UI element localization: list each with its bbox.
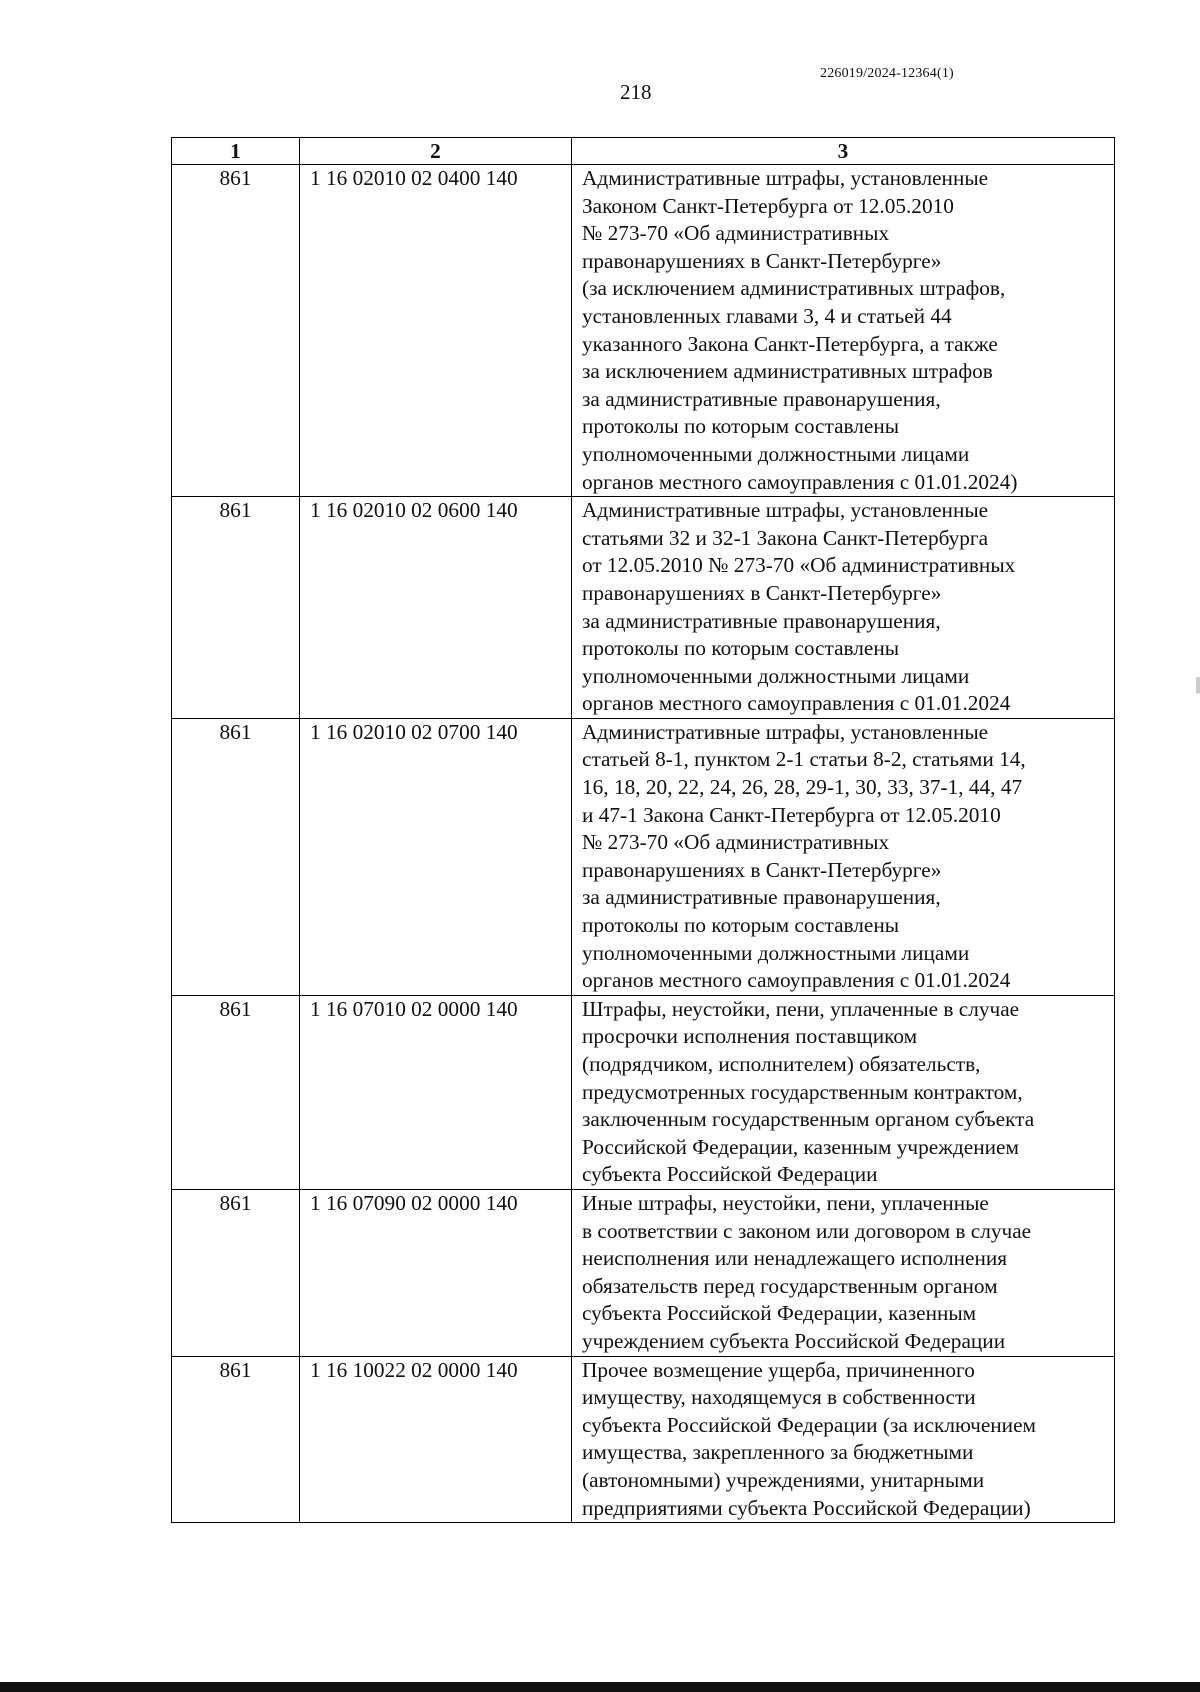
table-header-row — [172, 138, 1115, 165]
table-row — [172, 497, 1115, 719]
budget-classification-code-cell: 1 16 02010 02 0400 140 — [300, 165, 572, 497]
description-line: Административные штрафы, установленные — [582, 166, 989, 190]
administrator-code-cell: 861 — [172, 497, 300, 719]
document-registration-number: 226019/2024-12364(1) — [820, 66, 954, 81]
administrator-code-cell: 861 — [172, 165, 300, 497]
description-line: Российской Федерации, казенным учреждением — [582, 1134, 1019, 1159]
income-description-cell — [572, 1189, 1115, 1356]
description-line: учреждением субъекта Российской Федерации — [582, 1328, 1006, 1353]
administrator-code-cell: 861 — [172, 718, 300, 995]
description-line: Прочее возмещение ущерба, причиненного — [582, 1357, 975, 1382]
budget-classification-code-cell: 1 16 02010 02 0700 140 — [300, 718, 572, 995]
income-description-cell — [572, 718, 1115, 995]
description-line: просрочки исполнения поставщиком — [582, 1024, 918, 1049]
description-line: неисполнения или ненадлежащего исполнения — [582, 1246, 1008, 1271]
description-line: № 273-70 «Об административных — [582, 221, 890, 246]
description-line: (подрядчиком, исполнителем) обязательств, — [582, 1052, 981, 1076]
description-line: указанного Закона Санкт-Петербурга, а также — [582, 331, 998, 356]
description-line: Штрафы, неустойки, пени, уплаченные в случае — [582, 996, 1020, 1021]
administrator-code-cell: 861 — [172, 1189, 300, 1356]
budget-classification-code-cell: 1 16 02010 02 0600 140 — [300, 497, 572, 719]
description-line: за административные правонарушения, — [582, 386, 941, 411]
description-line: за административные правонарушения, — [582, 885, 941, 910]
description-line: предприятиями субъекта Российской Федерации) — [582, 1495, 1031, 1520]
scan-bottom-border — [0, 1682, 1200, 1692]
description-line: Административные штрафы, установленные — [582, 498, 989, 523]
description-line: в соответствии с законом или договором в случае — [582, 1218, 1032, 1243]
description-line: Законом Санкт-Петербурга от 12.05.2010 — [582, 193, 954, 218]
description-line: протоколы по которым составлены — [582, 414, 900, 439]
income-description-cell — [572, 995, 1115, 1189]
description-line: № 273-70 «Об административных — [582, 830, 890, 855]
description-line: Иные штрафы, неустойки, пени, уплаченные — [582, 1190, 989, 1215]
income-description-cell — [572, 1356, 1115, 1523]
description-line: Административные штрафы, установленные — [582, 719, 989, 744]
income-description-cell — [572, 497, 1115, 719]
income-codes-table — [171, 137, 1115, 1523]
table-row — [172, 995, 1115, 1189]
column-header-3: 3 — [572, 138, 1115, 165]
description-line: за исключением административных штрафов — [582, 359, 993, 384]
budget-classification-code-cell: 1 16 07010 02 0000 140 — [300, 995, 572, 1189]
description-line: предусмотренных государственным контрактом, — [582, 1079, 1023, 1104]
description-line: 16, 18, 20, 22, 24, 26, 28, 29-1, 30, 33, 37-1, 44, 47 — [582, 775, 1023, 800]
table-row — [172, 1189, 1115, 1356]
description-line: (автономными) учреждениями, унитарными — [582, 1467, 985, 1492]
description-line: статьями 32 и 32-1 Закона Санкт-Петербурга — [582, 525, 989, 550]
column-header-1: 1 — [172, 138, 300, 165]
description-line: правонарушениях в Санкт-Петербурге» — [582, 580, 942, 605]
description-line: имуществу, находящемуся в собственности — [582, 1385, 976, 1410]
description-line: органов местного самоуправления с 01.01.2024) — [582, 469, 1018, 494]
table-row — [172, 165, 1115, 497]
page-number: 218 — [620, 80, 652, 104]
description-line: субъекта Российской Федерации, казенным — [582, 1301, 977, 1326]
description-line: (за исключением административных штрафов, — [582, 276, 1006, 301]
description-line: за административные правонарушения, — [582, 608, 941, 633]
description-line: органов местного самоуправления с 01.01.2024 — [582, 691, 1011, 716]
description-line: протоколы по которым составлены — [582, 636, 900, 661]
administrator-code-cell: 861 — [172, 1356, 300, 1523]
description-line: правонарушениях в Санкт-Петербурге» — [582, 248, 942, 273]
description-line: уполномоченными должностными лицами — [582, 441, 970, 466]
description-line: от 12.05.2010 № 273-70 «Об административных — [582, 553, 1016, 578]
description-line: имущества, закрепленного за бюджетными — [582, 1440, 974, 1465]
column-header-2: 2 — [300, 138, 572, 165]
description-line: органов местного самоуправления с 01.01.2024 — [582, 968, 1011, 993]
administrator-code-cell: 861 — [172, 995, 300, 1189]
description-line: протоколы по которым составлены — [582, 913, 900, 938]
description-line: статьей 8-1, пунктом 2-1 статьи 8-2, статьями 14, — [582, 747, 1026, 772]
description-line: правонарушениях в Санкт-Петербурге» — [582, 857, 942, 882]
description-line: уполномоченными должностными лицами — [582, 663, 970, 688]
description-line: заключенным государственным органом субъекта — [582, 1107, 1035, 1132]
scan-edge-artifact — [1196, 0, 1200, 1692]
description-line: и 47-1 Закона Санкт-Петербурга от 12.05.2010 — [582, 802, 1001, 827]
table-row — [172, 718, 1115, 995]
budget-classification-code-cell: 1 16 10022 02 0000 140 — [300, 1356, 572, 1523]
description-line: обязательств перед государственным органом — [582, 1273, 998, 1298]
description-line: субъекта Российской Федерации — [582, 1162, 878, 1187]
income-description-cell — [572, 165, 1115, 497]
description-line: установленных главами 3, 4 и статьей 44 — [582, 303, 952, 328]
table-row — [172, 1356, 1115, 1523]
description-line: уполномоченными должностными лицами — [582, 940, 970, 965]
budget-classification-code-cell: 1 16 07090 02 0000 140 — [300, 1189, 572, 1356]
description-line: субъекта Российской Федерации (за исключением — [582, 1412, 1036, 1437]
table-body — [172, 165, 1115, 1523]
